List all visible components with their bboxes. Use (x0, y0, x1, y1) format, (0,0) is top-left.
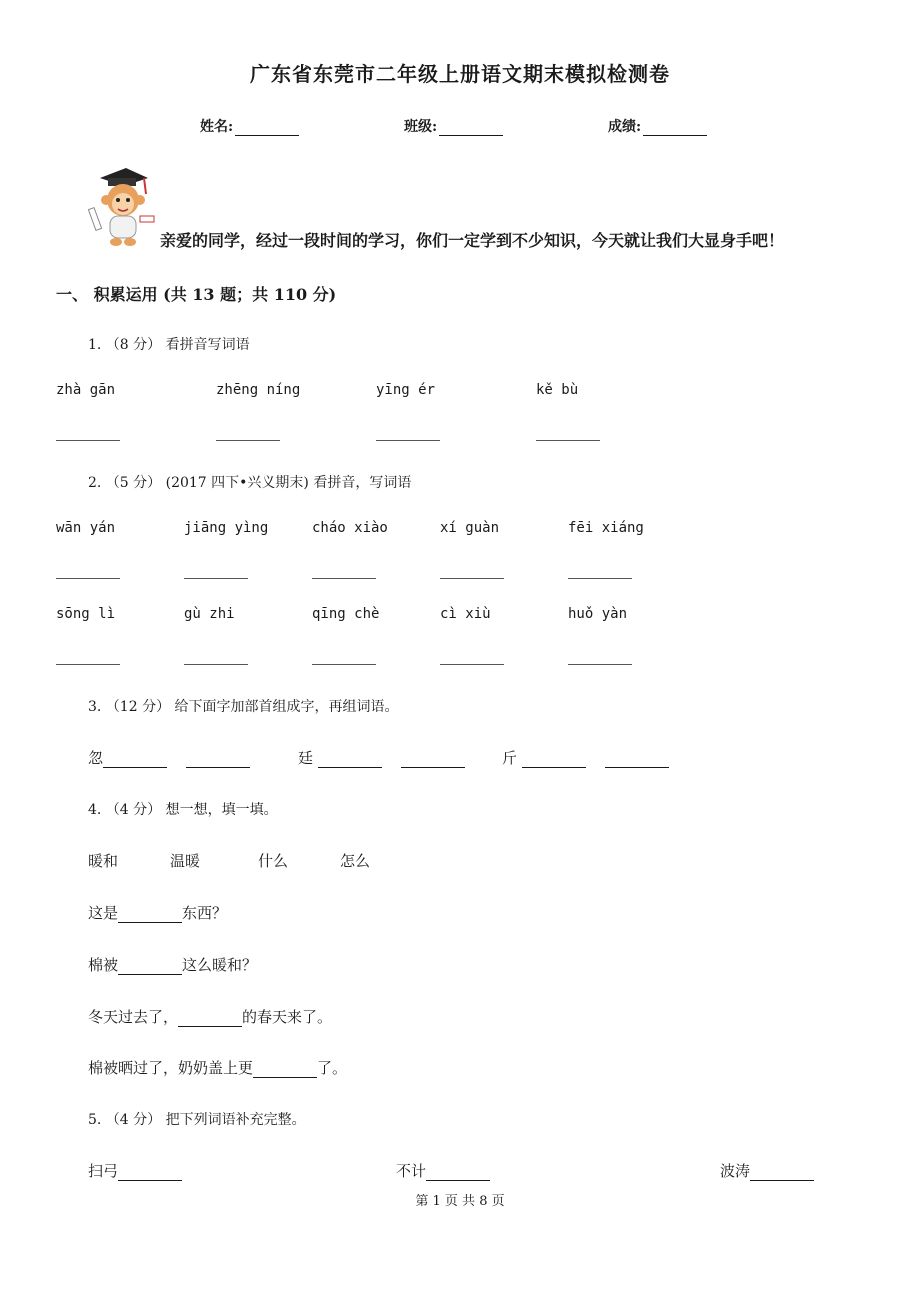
question-5-header: 5. （4 分） 把下列词语补充完整。 (88, 1112, 306, 1128)
fill-sentence (88, 902, 227, 923)
idiom-item (88, 1160, 182, 1181)
answer-blank[interactable] (118, 960, 182, 975)
answer-blank[interactable] (184, 664, 248, 665)
pinyin-item: jiāng yìng (184, 520, 269, 536)
pinyin-item: qīng chè (312, 606, 380, 622)
pinyin-item: kě bù (536, 382, 579, 398)
answer-blank[interactable] (440, 578, 504, 579)
answer-blank[interactable] (376, 440, 440, 441)
pinyin-item: wān yán (56, 520, 116, 536)
score-field (608, 116, 707, 136)
pinyin-item: zhēng níng (216, 382, 301, 398)
name-blank[interactable] (235, 121, 299, 136)
score-label: 成绩: (608, 119, 642, 135)
page-footer: 第 1 页 共 8 页 (415, 1194, 505, 1209)
answer-blank[interactable] (118, 908, 182, 923)
class-field (404, 116, 503, 136)
name-field (200, 116, 299, 136)
idiom-text: 不计 (396, 1162, 427, 1180)
pinyin-item: xí guàn (440, 520, 500, 536)
name-label: 姓名: (200, 119, 234, 135)
greeting-text: 亲爱的同学，经过一段时间的学习，你们一定学到不少知识，今天就让我们大显身手吧！ (160, 231, 785, 250)
idiom-text: 波涛 (720, 1162, 751, 1180)
answer-blank[interactable] (750, 1166, 814, 1181)
pinyin-item: cháo xiào (312, 520, 388, 536)
word-choice: 暖和 (88, 852, 119, 870)
answer-blank[interactable] (312, 664, 376, 665)
idiom-item (720, 1160, 814, 1181)
radical-char: 忽 (88, 749, 104, 767)
answer-blank[interactable] (178, 1012, 242, 1027)
pinyin-item: huǒ yàn (568, 606, 628, 622)
answer-blank[interactable] (426, 1166, 490, 1181)
fill-sentence (88, 954, 257, 975)
answer-blank[interactable] (440, 664, 504, 665)
pinyin-item: zhà gān (56, 382, 116, 398)
pinyin-item: yīng ér (376, 382, 436, 398)
answer-blank[interactable] (118, 1166, 182, 1181)
pinyin-item: cì xiù (440, 606, 491, 622)
fill-sentence (88, 1057, 347, 1078)
question-1-header: 1. （8 分） 看拼音写词语 (88, 337, 250, 353)
answer-blank[interactable] (253, 1063, 317, 1078)
answer-blank[interactable] (103, 753, 167, 768)
sentence-part: 冬天过去了， (88, 1008, 179, 1026)
answer-blank[interactable] (56, 578, 120, 579)
answer-blank[interactable] (184, 578, 248, 579)
answer-blank[interactable] (56, 664, 120, 665)
idiom-item (396, 1160, 490, 1181)
answer-blank[interactable] (522, 753, 586, 768)
word-choice: 什么 (258, 852, 289, 870)
sentence-part: 这么暖和？ (182, 956, 258, 974)
pinyin-item: sōng lì (56, 606, 116, 622)
class-blank[interactable] (439, 121, 503, 136)
sentence-part: 的春天来了。 (242, 1008, 333, 1026)
word-choice: 怎么 (340, 852, 371, 870)
score-blank[interactable] (643, 121, 707, 136)
answer-blank[interactable] (568, 578, 632, 579)
section-heading: 一、 积累运用 (共 13 题；共 110 分) (56, 285, 337, 304)
answer-blank[interactable] (56, 440, 120, 441)
answer-blank[interactable] (401, 753, 465, 768)
radical-item (298, 747, 465, 768)
radical-item (88, 747, 250, 768)
page-title: 广东省东莞市二年级上册语文期末模拟检测卷 (250, 62, 670, 86)
answer-blank[interactable] (605, 753, 669, 768)
sentence-part: 棉被晒过了，奶奶盖上更 (88, 1059, 254, 1077)
sentence-part: 了。 (317, 1059, 348, 1077)
question-4-header: 4. （4 分） 想一想，填一填。 (88, 802, 278, 818)
answer-blank[interactable] (216, 440, 280, 441)
class-label: 班级: (404, 119, 438, 135)
radical-item (502, 747, 669, 768)
pinyin-item: gù zhi (184, 606, 235, 622)
sentence-part: 东西？ (182, 904, 228, 922)
pinyin-item: fēi xiáng (568, 520, 644, 536)
radical-char: 廷 (298, 749, 314, 767)
mascot-image (86, 164, 158, 248)
answer-blank[interactable] (186, 753, 250, 768)
sentence-part: 这是 (88, 904, 119, 922)
idiom-text: 扫弓 (88, 1162, 119, 1180)
answer-blank[interactable] (536, 440, 600, 441)
answer-blank[interactable] (312, 578, 376, 579)
answer-blank[interactable] (318, 753, 382, 768)
answer-blank[interactable] (568, 664, 632, 665)
question-3-header: 3. （12 分） 给下面字加部首组成字，再组词语。 (88, 699, 399, 715)
radical-char: 斤 (502, 749, 518, 767)
question-2-header: 2. （5 分） (2017 四下•兴义期末) 看拼音，写词语 (88, 475, 412, 491)
sentence-part: 棉被 (88, 956, 119, 974)
fill-sentence (88, 1006, 332, 1027)
word-choice: 温暖 (170, 852, 201, 870)
